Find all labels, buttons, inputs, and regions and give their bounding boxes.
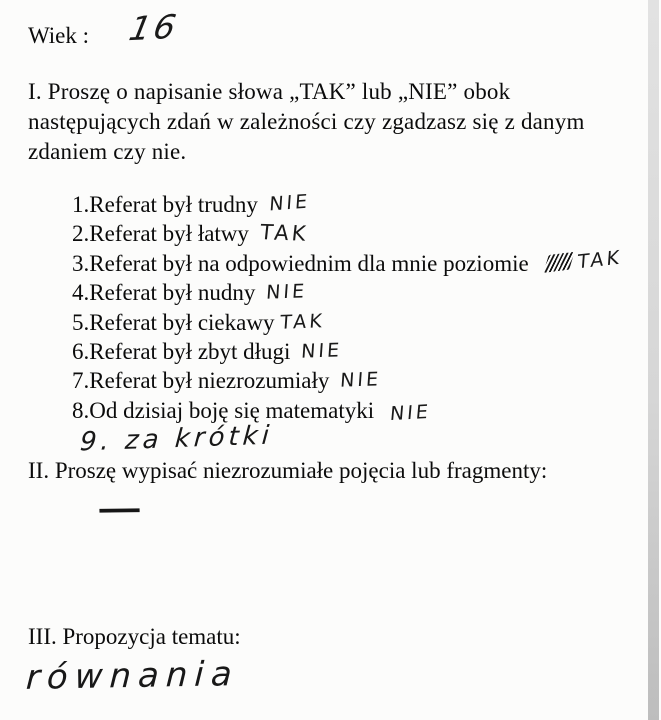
question-list [72, 190, 621, 425]
question-label: 2.Referat był łatwy [72, 221, 249, 247]
section-ii-title: II. Proszę wypisać niezrozumiałe pojęcia lub fragmenty: [28, 458, 548, 483]
question-item [72, 366, 621, 395]
instruction-line: I. Proszę o napisanie słowa „TAK” lub „NIE” obok [28, 79, 511, 104]
question-label: 8.Od dzisiaj boję się matematyki [72, 397, 375, 423]
question-label: 6.Referat był zbyt długi [72, 338, 291, 364]
crossout-scribble-mark [543, 252, 574, 273]
handwritten-answer: NIE [300, 339, 344, 363]
handwritten-answer: TAK [279, 309, 326, 334]
handwritten-dash-answer: — [96, 491, 143, 527]
question-item [72, 278, 621, 307]
question-label: 5.Referat był ciekawy [72, 309, 275, 335]
question-label: 7.Referat był niezrozumiały [72, 368, 330, 394]
handwritten-answer: NIE [268, 190, 311, 216]
handwritten-answer: TAK [576, 246, 623, 274]
question-label: 4.Referat był nudny [72, 280, 256, 306]
question-label: 3.Referat był na odpowiednim dla mnie poziomie [72, 250, 529, 276]
question-item [72, 190, 621, 219]
question-item [72, 308, 621, 337]
section-i-instruction [28, 77, 585, 167]
handwritten-topic-answer: równania [24, 654, 240, 698]
question-item [72, 246, 623, 278]
handwritten-answer: NIE [265, 280, 309, 304]
age-label: Wiek : [28, 23, 90, 48]
instruction-line: następujących zdań w zależności czy zgadzasz się z danym [28, 109, 585, 134]
handwritten-answer: TAK [258, 220, 310, 247]
question-item [72, 396, 621, 425]
age-handwritten-value: 16 [125, 6, 182, 49]
instruction-line: zdaniem czy nie. [28, 139, 187, 164]
handwritten-answer: NIE [389, 400, 432, 425]
scan-edge-artifact [648, 0, 659, 720]
section-iii-title: III. Propozycja tematu: [28, 624, 241, 649]
question-item [72, 337, 621, 366]
age-row [28, 6, 182, 51]
question-item [72, 219, 621, 248]
handwritten-answer: NIE [339, 368, 383, 393]
question-label: 1.Referat był trudny [72, 192, 258, 217]
handwritten-note-item-9: 9. za krótki [79, 420, 275, 458]
